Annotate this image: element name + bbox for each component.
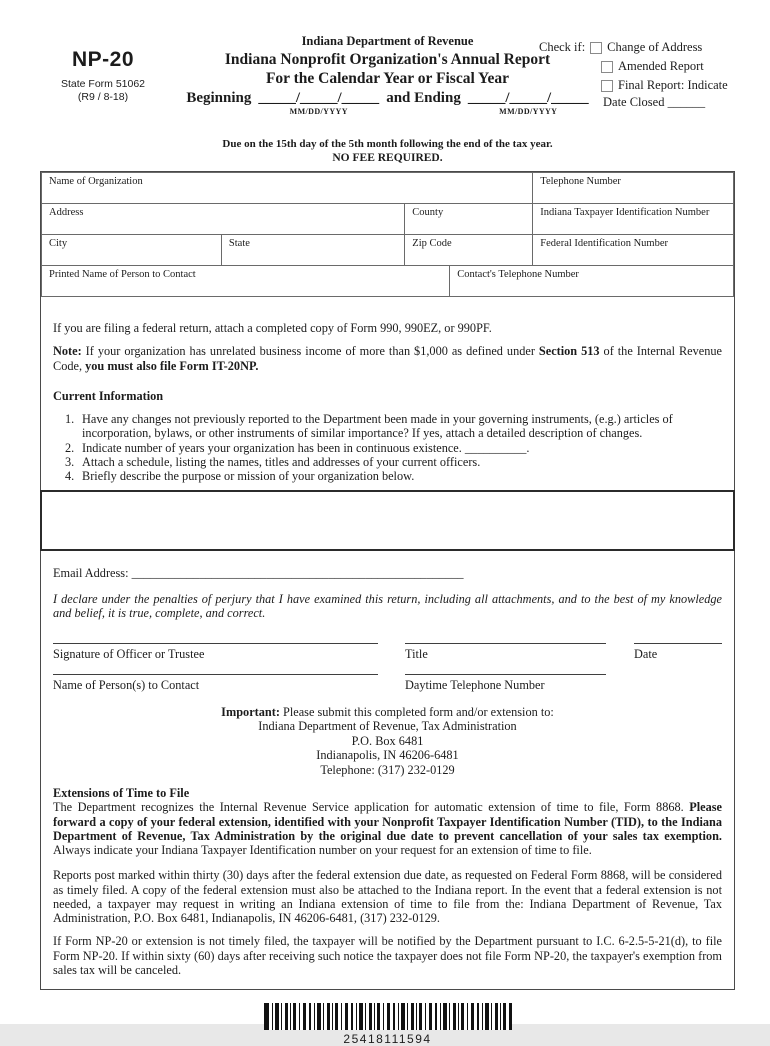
contact-name-label: Name of Person(s) to Contact [53, 678, 200, 693]
check-if-row-final-report [539, 76, 741, 95]
due-date-line: Due on the 15th day of the 5th month following the end of the tax year. [222, 138, 553, 150]
email-address-label: Email Address: [53, 566, 129, 581]
check-if-block [539, 38, 741, 114]
email-address-row [53, 566, 722, 580]
submission-instructions [53, 705, 722, 778]
list-item [65, 455, 722, 469]
beginning-date-format: MM/DD/YYYY [289, 107, 348, 116]
list-item-number: 4. [65, 469, 75, 483]
mailing-address-line: P.O. Box 6481 [351, 733, 424, 748]
table-row [42, 204, 734, 235]
signature-row [53, 643, 722, 661]
list-item-text: Attach a schedule, listing the names, titles and addresses of your current officers. [82, 454, 481, 469]
current-information-heading: Current Information [53, 388, 164, 403]
list-item-number: 2. [65, 440, 75, 455]
address-field[interactable]: Address [42, 204, 405, 235]
barcode-block [40, 1003, 735, 1046]
final-report-label: Final Report: Indicate [618, 78, 728, 92]
extensions-heading: Extensions of Time to File [53, 786, 190, 800]
date-closed-row [539, 95, 741, 114]
beginning-date-blank[interactable]: _____/_____/_____ [258, 90, 380, 106]
title-label: Title [405, 647, 428, 661]
ending-date-format: MM/DD/YYYY [499, 107, 558, 116]
contact-name-line[interactable] [53, 674, 378, 692]
indiana-tid-field[interactable]: Indiana Taxpayer Identification Number [533, 204, 734, 235]
years-in-existence-field[interactable]: Indicate number of years your organization has been in continuous existence. __________. [82, 440, 530, 455]
list-item [65, 412, 722, 441]
daytime-phone-label: Daytime Telephone Number [405, 678, 545, 693]
unrelated-income-note: Note: If your organization has unrelated business income of more than $1,000 as defined under Section 513 of the Internal Revenue Code, you must also file Form IT-20NP. [53, 344, 722, 373]
form-body-box [40, 171, 735, 990]
list-item-text: Briefly describe the purpose or mission of your organization below. [82, 469, 415, 483]
change-of-address-checkbox[interactable] [590, 42, 602, 54]
agency-name: Indiana Department of Revenue [301, 34, 474, 48]
form-code: NP-20 [71, 48, 135, 71]
postmark-paragraph: Reports post marked within thirty (30) days after the federal extension due date, as requested on Federal Form 8868, will be considered as timely filed. A copy of the federal extension must also be attached to the Indiana report. In the event that a federal extension is not needed, a taxpayer may request in writing an Indiana extension of time to file from the: Indiana Department of Revenue, Tax Administration, P.O. Box 6481, Indianapolis, IN 46206-6481, (317) 232-0129. [53, 868, 722, 925]
telephone-number-field[interactable]: Telephone Number [533, 173, 734, 204]
state-form-number: State Form 51062 [60, 78, 146, 90]
current-information-list [65, 412, 722, 483]
purpose-mission-box[interactable] [40, 490, 735, 551]
date-label: Date [634, 647, 658, 661]
barcode-image [264, 1003, 512, 1030]
federal-id-field[interactable]: Federal Identification Number [533, 235, 734, 266]
change-of-address-label: Change of Address [607, 40, 703, 54]
barcode-number: 25418111594 [343, 1032, 432, 1046]
due-notice [40, 138, 735, 164]
list-item-text: Have any changes not previously reported to the Department been made in your governing instruments, (e.g.) articles of incorporation, bylaws, or other instruments of similar importance? If yes, attach a detailed description of changes. [82, 412, 673, 441]
title-line[interactable] [405, 643, 606, 661]
form-content [41, 321, 734, 989]
form-header [40, 34, 735, 132]
daytime-phone-line[interactable] [405, 674, 606, 692]
list-item-number: 3. [65, 454, 75, 469]
officer-signature-label: Signature of Officer or Trustee [53, 647, 205, 661]
check-if-row-amended-report [539, 57, 741, 76]
officer-signature-line[interactable] [53, 643, 378, 661]
ending-date-blank[interactable]: _____/_____/_____ [467, 90, 589, 106]
form-title: Indiana Nonprofit Organization's Annual Report [224, 51, 551, 68]
beginning-label: Beginning [186, 90, 252, 106]
no-fee-line: NO FEE REQUIRED. [332, 152, 443, 164]
printed-contact-name-field[interactable]: Printed Name of Person to Contact [42, 266, 450, 297]
form-revision: (R9 / 8-18) [77, 91, 129, 103]
check-if-label: Check if: [539, 40, 586, 54]
zip-code-field[interactable]: Zip Code [405, 235, 533, 266]
contact-phone-field[interactable]: Contact's Telephone Number [450, 266, 734, 297]
extensions-paragraph: The Department recognizes the Internal Revenue Service application for automatic extension of time to file, Form 8868. Please forward a copy of your federal extension, identified with your Nonprofit Taxpayer Identification Number (TID), to the Indiana Department of Revenue, Tax Administration by the original due date to prevent cancellation of your sales tax exemption. Always indicate your Indiana Taxpayer Identification number on your request for an extension of time to file. [53, 800, 722, 857]
form-subtitle: For the Calendar Year or Fiscal Year [265, 70, 510, 87]
date-line[interactable] [634, 643, 722, 661]
beginning-date-group [258, 90, 379, 116]
date-closed-blank[interactable]: ______ [667, 95, 706, 109]
table-row [42, 235, 734, 266]
table-row [42, 266, 734, 297]
form-id-block [42, 48, 164, 103]
state-field[interactable]: State [221, 235, 404, 266]
late-filing-paragraph: If Form NP-20 or extension is not timely filed, the taxpayer will be notified by the Department pursuant to I.C. 6-2.5-5-21(d), to file Form NP-20. If within sixty (60) days after receiving such notice the taxpayer does not file Form NP-20, the taxpayer's exemption from sales tax will be canceled. [53, 934, 722, 977]
table-row [42, 173, 734, 204]
list-item [65, 469, 722, 483]
check-if-row-change-of-address [539, 38, 741, 57]
final-report-checkbox[interactable] [601, 80, 613, 92]
email-address-field[interactable]: ______________________________________________________ [131, 566, 464, 581]
list-item [65, 441, 722, 455]
ending-label: and Ending [386, 90, 461, 106]
amended-report-checkbox[interactable] [601, 61, 613, 73]
important-line: Important: Please submit this completed form and/or extension to: [221, 704, 554, 719]
county-field[interactable]: County [405, 204, 533, 235]
federal-return-instruction: If you are filing a federal return, attach a completed copy of Form 990, 990EZ, or 990PF. [53, 321, 492, 335]
mailing-address-line: Telephone: (317) 232-0129 [320, 762, 455, 777]
mailing-address-line: Indianapolis, IN 46206-6481 [316, 748, 459, 762]
contact-row [53, 674, 722, 692]
date-closed-label: Date Closed [603, 95, 665, 109]
amended-report-label: Amended Report [618, 59, 704, 73]
organization-info-table [41, 172, 734, 297]
perjury-declaration: I declare under the penalties of perjury that I have examined this return, including all attachments, and to the best of my knowledge and belief, it is true, complete, and correct. [53, 591, 722, 620]
list-item-number: 1. [65, 412, 75, 426]
mailing-address-line: Indiana Department of Revenue, Tax Administration [258, 719, 517, 733]
city-field[interactable]: City [42, 235, 222, 266]
name-of-organization-field[interactable]: Name of Organization [42, 173, 533, 204]
